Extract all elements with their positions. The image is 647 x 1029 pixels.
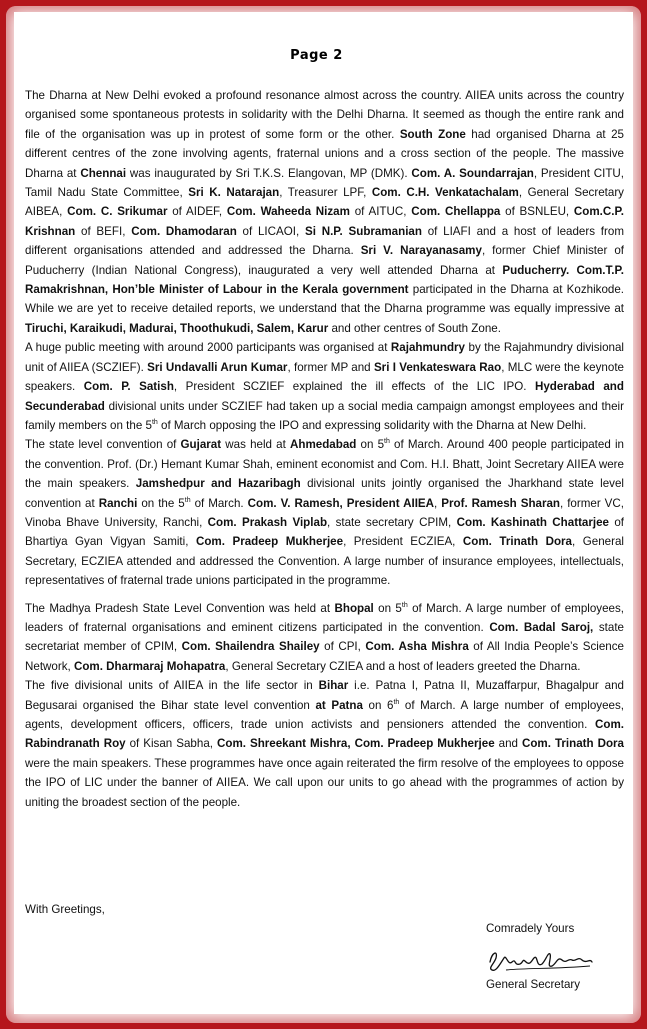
text-run: of March. A large number of employees, agents, development officers, officers, trade union activists and pensioners attended the convention.	[25, 698, 624, 731]
text-run: of Bhartiya Gyan Vigyan Samiti,	[25, 515, 625, 549]
text-run: of CPI,	[319, 640, 366, 654]
greeting: With Greetings,	[25, 903, 105, 916]
paragraph-south-zone	[25, 86, 624, 338]
bold-text: South Zone	[399, 127, 466, 141]
bold-text: Com.C.P. Krishnan	[25, 205, 624, 238]
text-run: of BSNLEU,	[500, 205, 574, 219]
document-body	[25, 86, 624, 812]
bold-text: Puducherry. Com.T.P. Ramakrishnan, Hon’ble Minister of Labour in the Kerala government	[25, 263, 624, 297]
text-run: A huge public meeting with around 2000 participants was organised at	[25, 341, 391, 355]
bold-text: Bhopal	[334, 601, 374, 615]
text-run: , MLC were the keynote speakers.	[25, 360, 624, 394]
text-run: , President ECZIEA,	[343, 535, 463, 549]
text-run: participated in the Dharna at Kozhikode. While we are yet to receive detailed reports, we understand that the Dharna programme was equally impressive at	[25, 283, 625, 316]
text-run: , former MP and	[287, 360, 374, 374]
text-run: of BEFI,	[75, 224, 132, 238]
bold-text: Com. Shailendra Shailey	[181, 640, 320, 654]
bold-text: Com. Badal Saroj,	[489, 620, 594, 634]
text-run: , General Secretary, ECZIEA attended and addressed the Convention. A large number of insurance employees, intellectuals, representatives of fraternal trade unions participated in the programme.	[25, 535, 624, 588]
text-run: , former VC, Vinoba Bhave University, Ranchi,	[25, 496, 625, 529]
bold-text: Com. Shreekant Mishra, Com. Pradeep Mukherjee	[216, 737, 495, 751]
superscript: th	[393, 698, 400, 706]
text-run: divisional units jointly organised the Jharkhand state level convention at	[25, 477, 624, 510]
text-run: of Kisan Sabha,	[125, 737, 217, 751]
bold-text: Com. Waheeda Nizam	[226, 205, 350, 219]
bold-text: Com. C. Srikumar	[67, 205, 168, 219]
text-run: was held at	[221, 438, 290, 452]
signatory-role: General Secretary	[486, 978, 581, 991]
text-run: on the 5	[137, 496, 185, 510]
text-run: of March.	[190, 496, 248, 510]
text-run: , General Secretary AIBEA,	[25, 186, 624, 219]
text-run: The five divisional units of AIIEA in the life sector in	[25, 679, 319, 693]
bold-text: Tiruchi, Karaikudi, Madurai, Thoothukudi, Salem, Karur	[25, 321, 329, 335]
text-run: , General Secretary CZIEA and a host of leaders greeted the Dharna.	[225, 659, 581, 673]
text-run: and	[494, 737, 522, 751]
text-run: on 6	[362, 698, 394, 712]
bold-text: Com. Kashinath Chattarjee	[456, 515, 610, 529]
bold-text: Com. Asha Mishra	[365, 640, 469, 654]
superscript: th	[151, 418, 158, 426]
text-run: of AIDEF,	[167, 205, 227, 219]
text-run: , President CITU, Tamil Nadu State Committee,	[25, 166, 624, 200]
text-run: The Dharna at New Delhi evoked a profound resonance almost across the country. AIIEA units across the country organised some spontaneous protests in solidarity with the Delhi Dharna. It seemed as though the entire rank and file of the organisation was up in protest of some form or the other.	[25, 89, 624, 141]
signature-image	[486, 944, 596, 974]
paragraph-rajahmundry	[25, 338, 624, 435]
bold-text: Com. Chellappa	[411, 205, 501, 219]
bold-text: Si N.P. Subramanian	[304, 224, 422, 238]
text-run: on 5	[356, 438, 385, 452]
text-run: of LICAOI,	[236, 224, 305, 238]
bold-text: Com. A. Soundarrajan	[411, 166, 534, 180]
bold-text: Hyderabad and Secunderabad	[25, 380, 624, 413]
text-run: state secretariat member of CPIM,	[25, 620, 625, 654]
bold-text: Sri V. Narayanasamy	[360, 244, 482, 258]
bold-text: Com. Pradeep Mukherjee	[195, 535, 344, 549]
bold-text: Sri I Venkateswara Rao	[373, 360, 502, 374]
bold-text: Sri Undavalli Arun Kumar	[147, 360, 288, 374]
bold-text: Com. Rabindranath Roy	[25, 718, 624, 751]
superscript: th	[401, 601, 408, 609]
paragraph-madhya-pradesh	[25, 599, 624, 677]
bold-text: Com. Dharmaraj Mohapatra	[73, 659, 226, 673]
text-run: of All India People’s Science Network,	[25, 640, 624, 673]
bold-text: Com. C.H. Venkatachalam	[371, 186, 519, 200]
text-run: was inaugurated by Sri T.K.S. Elangovan, MP (DMK).	[126, 166, 412, 180]
page-label: Page 2	[290, 48, 343, 63]
paragraph-gujarat-jharkhand	[25, 435, 624, 590]
text-run: and other centres of South Zone.	[328, 321, 501, 335]
text-run: i.e. Patna I, Patna II, Muzaffarpur, Bhagalpur and Begusarai organised the Bihar state level convention	[25, 679, 624, 712]
text-run: on 5	[373, 601, 402, 615]
bold-text: Com. V. Ramesh, President AIIEA	[247, 496, 435, 510]
bold-text: Ahmedabad	[290, 438, 357, 452]
bold-text: Jamshedpur and Hazaribagh	[135, 477, 301, 491]
text-run: were the main speakers. These programmes have once again reiterated the firm resolve of the employees to oppose the IPO of LIC under the banner of AIIEA. We call upon our units to go ahead with the programmes of action by uniting the broadest section of the people.	[25, 756, 624, 809]
text-run: of March. A large number of employees, leaders of fraternal organisations and eminent citizens participated in the convention.	[25, 601, 624, 634]
bold-text: Com. Trinath Dora	[521, 737, 624, 751]
text-run: , President SCZIEF explained the ill effects of the LIC IPO.	[173, 380, 535, 394]
paragraph-bihar	[25, 676, 624, 812]
text-run: of March. Around 400 people participated in the convention. Prof. (Dr.) Hemant Kumar Shah, eminent economist and Com. H.I. Bhatt, Joint Secretary AIIEA were the main speakers.	[25, 438, 624, 491]
bold-text: Com. Trinath Dora	[462, 535, 572, 549]
bold-text: Com. P. Satish	[83, 380, 174, 394]
text-run: divisional units under SCZIEF had taken up a social media campaign amongst employees and their family members on the 5	[25, 399, 624, 432]
text-run: of AITUC,	[349, 205, 412, 219]
text-run: ,	[434, 496, 442, 510]
bold-text: Sri K. Natarajan	[188, 186, 280, 200]
text-run: , Treasurer LPF,	[279, 186, 372, 200]
text-run: by the Rajahmundry divisional unit of AIIEA (SCZIEF).	[25, 341, 625, 374]
text-run: The Madhya Pradesh State Level Convention was held at	[25, 601, 335, 615]
closing: Comradely Yours	[486, 922, 575, 935]
bold-text: Com. Dhamodaran	[131, 224, 237, 238]
text-run: of March opposing the IPO and expressing solidarity with the Dharna at New Delhi.	[157, 418, 587, 432]
bold-text: at Patna	[315, 698, 363, 712]
bold-text: Ranchi	[98, 496, 138, 510]
bold-text: Rajahmundry	[390, 341, 466, 355]
text-run: of LIAFI and a host of leaders from different organisations attended and addressed the Dharna.	[25, 224, 624, 258]
superscript: th	[184, 496, 191, 504]
text-run: had organised Dharna at 25 different centres of the zone involving agents, fraternal unions and a cross section of the people. The massive Dharna at	[25, 127, 624, 180]
text-run: , former Chief Minister of Puducherry (Indian National Congress), inaugurated a very well attended Dharna at	[25, 244, 625, 277]
bold-text: Prof. Ramesh Sharan	[441, 496, 561, 510]
text-run: The state level convention of	[25, 438, 181, 452]
bold-text: Chennai	[80, 166, 127, 180]
bold-text: Bihar	[318, 679, 349, 693]
bold-text: Gujarat	[180, 438, 222, 452]
superscript: th	[384, 438, 390, 446]
bold-text: Com. Prakash Viplab	[207, 515, 328, 529]
text-run: , state secretary CPIM,	[327, 515, 457, 529]
